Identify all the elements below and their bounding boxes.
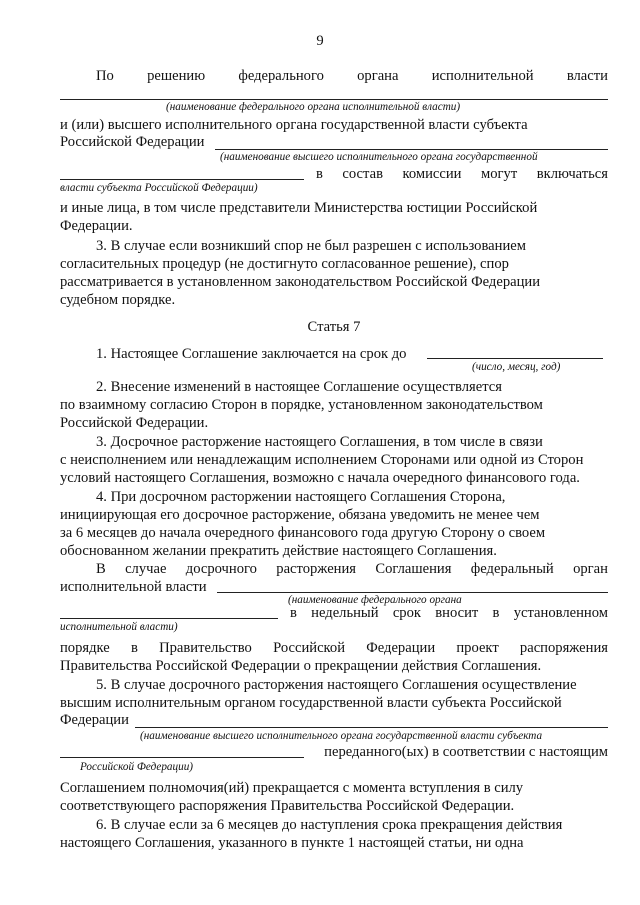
text-line: 5. В случае досрочного расторжения настоящего Соглашения осуществление [96,677,577,693]
text-line: в недельный срок вносит в установленном [290,605,608,621]
text-line: порядке в Правительство Российской Федерации проект распоряжения [60,640,608,656]
text-line: Российской Федерации. [60,415,209,431]
field-caption: исполнительной власти) [60,621,178,633]
fill-in-line [427,358,603,359]
text-line: переданного(ых) в соответствии с настоящим [324,744,608,760]
field-caption: (наименование федерального органа исполнительной власти) [166,101,461,113]
text-line: 3. Досрочное расторжение настоящего Соглашения, в том числе в связи [96,434,543,450]
field-caption: Российской Федерации) [80,761,194,773]
text-line: обоснованном желании прекратить действие настоящего Соглашения. [60,543,497,559]
fill-in-line [60,757,304,758]
text-line: 4. При досрочном расторжении настоящего Соглашения Сторона, [96,489,506,505]
text-line: настоящего Соглашения, указанного в пункте 1 настоящей статьи, ни одна [60,835,524,851]
text-line: и иные лица, в том числе представители Министерства юстиции Российской [60,200,538,216]
text-line: рассматривается в установленном законодательством Российской Федерации [60,274,541,290]
text-line: инициирующая его досрочное расторжение, обязана уведомить не менее чем [60,507,540,523]
text-line: В случае досрочного расторжения Соглашения федеральный орган [96,561,608,577]
field-caption: (наименование федерального органа [288,594,462,606]
text-line: согласительных процедур (не достигнуто согласованное решение), спор [60,256,509,272]
fill-in-line [215,149,608,150]
text-line: Правительства Российской Федерации о прекращении действия Соглашения. [60,658,542,674]
text-line: Федерации [60,712,129,728]
text-line: и (или) высшего исполнительного органа государственной власти субъекта [60,117,528,133]
fill-in-line [60,618,278,619]
text-line: 3. В случае если возникший спор не был разрешен с использованием [96,238,526,254]
text-line: в состав комиссии могут включаться [316,166,608,182]
text-line: Соглашением полномочия(ий) прекращается с момента вступления в силу [60,780,524,796]
fill-in-line [217,592,608,593]
text-line: с неисполнением или ненадлежащим исполнением Сторонами или одной из Сторон [60,452,584,468]
text-line: По решению федерального органа исполнительной власти [96,68,608,84]
text-line: судебном порядке. [60,292,176,308]
page-number: 9 [316,33,324,49]
field-caption: (наименование высшего исполнительного органа государственной власти субъекта [140,730,543,742]
article-heading: Статья 7 [307,319,361,335]
text-line: Федерации. [60,218,133,234]
text-line: 2. Внесение изменений в настоящее Соглашение осуществляется [96,379,502,395]
text-line: условий настоящего Соглашения, возможно с начала очередного финансового года. [60,470,580,486]
text-line: исполнительной власти [60,579,207,595]
field-caption: власти субъекта Российской Федерации) [60,182,258,194]
fill-in-line [135,727,608,728]
text-line: 6. В случае если за 6 месяцев до наступления срока прекращения действия [96,817,563,833]
text-line: Российской Федерации [60,134,205,150]
text-line: по взаимному согласию Сторон в порядке, установленном законодательством [60,397,543,413]
fill-in-line [60,99,608,100]
text-line: высшим исполнительным органом государственной власти субъекта Российской [60,695,562,711]
text-line: за 6 месяцев до начала очередного финансового года другую Сторону о своем [60,525,546,541]
field-caption: (наименование высшего исполнительного органа государственной [220,151,538,163]
field-caption: (число, месяц, год) [472,361,561,373]
text-line: 1. Настоящее Соглашение заключается на срок до [96,346,407,362]
text-line: соответствующего распоряжения Правительства Российской Федерации. [60,798,515,814]
fill-in-line [60,179,304,180]
